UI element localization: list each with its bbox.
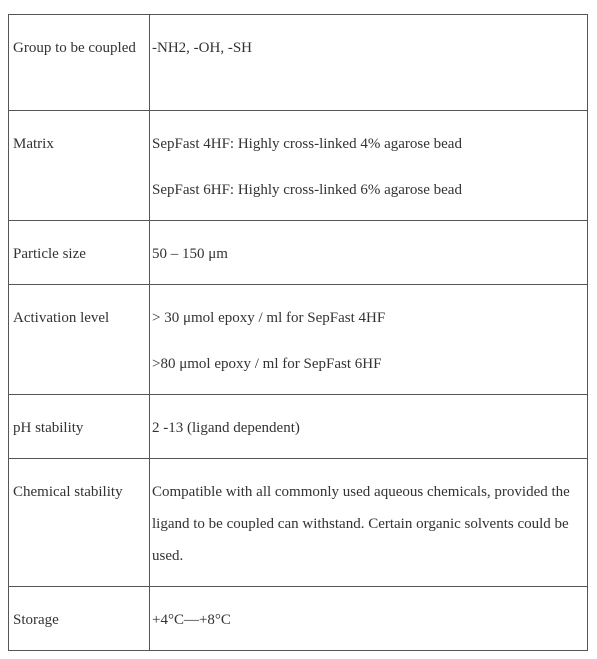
table-row — [9, 221, 588, 285]
label-text: pH stability — [13, 420, 84, 436]
label-text: Chemical stability — [13, 484, 123, 500]
value-text: SepFast 4HF: Highly cross-linked 4% agarose bead — [152, 136, 462, 152]
table-row — [9, 587, 588, 651]
table-row — [9, 285, 588, 395]
row-label-ph-stability — [9, 395, 150, 459]
row-value-ph-stability — [150, 395, 588, 459]
row-label-storage — [9, 587, 150, 651]
value-text: SepFast 6HF: Highly cross-linked 6% agarose bead — [152, 182, 462, 198]
table-row — [9, 459, 588, 587]
table-row — [9, 395, 588, 459]
value-text: >80 μmol epoxy / ml for SepFast 6HF — [152, 356, 382, 372]
row-label-particle-size — [9, 221, 150, 285]
row-label-activation-level — [9, 285, 150, 395]
label-text: Particle size — [13, 246, 86, 262]
label-text: Storage — [13, 612, 59, 628]
table-row — [9, 111, 588, 221]
label-text: Activation level — [13, 310, 110, 326]
value-text: 50 – 150 μm — [152, 246, 228, 262]
value-text: +4°C—+8°C — [152, 612, 231, 628]
table-row — [9, 15, 588, 111]
row-value-chemical-stability — [150, 459, 588, 587]
value-text: 2 -13 (ligand dependent) — [152, 420, 300, 436]
value-text: -NH2, -OH, -SH — [152, 40, 252, 56]
label-text: Group to be coupled — [13, 40, 136, 56]
row-label-group-to-be-coupled — [9, 15, 150, 111]
value-text: > 30 μmol epoxy / ml for SepFast 4HF — [152, 310, 386, 326]
row-value-storage — [150, 587, 588, 651]
row-value-group-to-be-coupled — [150, 15, 588, 111]
row-value-particle-size — [150, 221, 588, 285]
row-value-matrix — [150, 111, 588, 221]
row-label-chemical-stability — [9, 459, 150, 587]
specification-table — [8, 14, 588, 651]
row-value-activation-level — [150, 285, 588, 395]
label-text: Matrix — [13, 136, 54, 152]
row-label-matrix — [9, 111, 150, 221]
value-text: Compatible with all commonly used aqueous chemicals, provided the ligand to be coupled can withstand. Certain organic solvents could be used. — [152, 484, 570, 564]
